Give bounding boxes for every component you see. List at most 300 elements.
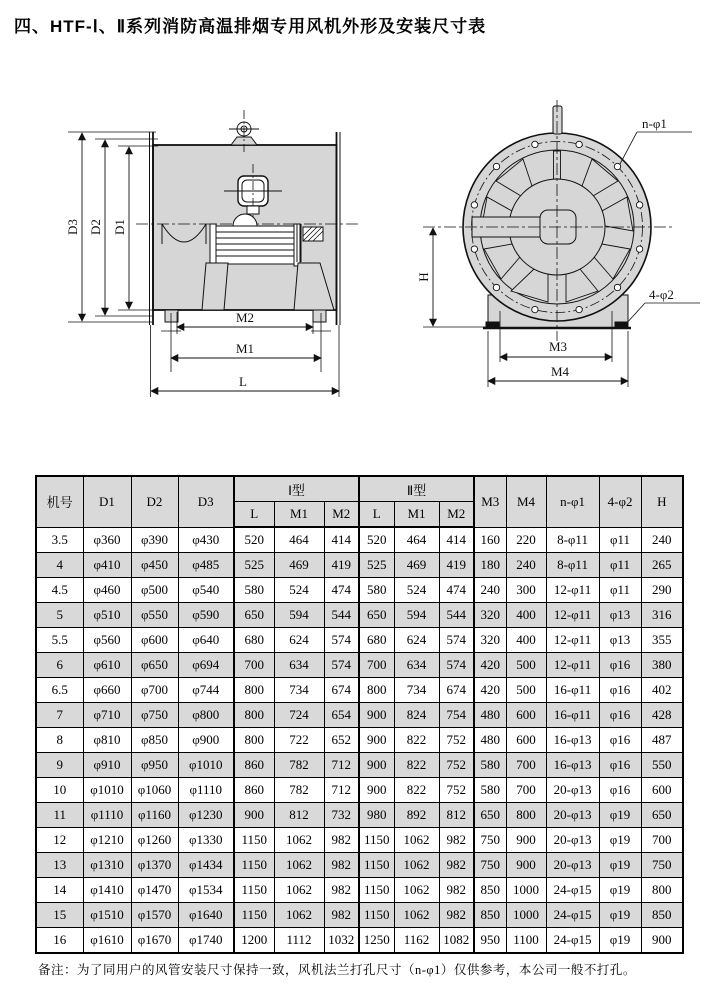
col-header-machine-no: 机号 (36, 476, 83, 527)
table-cell: 24-φ15 (546, 928, 599, 954)
col-header-m3: M3 (474, 476, 506, 527)
dimension-table (35, 475, 684, 954)
table-cell: 800 (234, 728, 274, 753)
table-cell: 700 (506, 778, 546, 803)
table-cell: 414 (439, 527, 474, 553)
table-cell: 1062 (394, 828, 439, 853)
table-cell: φ1060 (131, 778, 178, 803)
table-cell: 6 (36, 653, 83, 678)
table-cell: 12 (36, 828, 83, 853)
table-cell: 16 (36, 928, 83, 954)
table-row (36, 678, 683, 703)
table-cell: 8 (36, 728, 83, 753)
table-cell: 355 (641, 628, 683, 653)
table-cell: 800 (359, 678, 394, 703)
table-cell: 900 (506, 853, 546, 878)
table-cell: 900 (359, 728, 394, 753)
table-cell: φ13 (599, 603, 641, 628)
table-row (36, 628, 683, 653)
col-header-type2-l: L (359, 502, 394, 528)
table-row (36, 828, 683, 853)
table-cell: 750 (474, 828, 506, 853)
table-cell: φ610 (83, 653, 131, 678)
table-cell: φ1470 (131, 878, 178, 903)
table-cell: 1062 (394, 878, 439, 903)
table-cell: φ900 (178, 728, 234, 753)
table-cell: 1062 (274, 828, 324, 853)
table-cell: 1200 (234, 928, 274, 954)
table-cell: 800 (234, 678, 274, 703)
table-cell: 734 (274, 678, 324, 703)
table-cell: 782 (274, 778, 324, 803)
table-cell: 1000 (506, 878, 546, 903)
col-header-4-phi2: 4-φ2 (599, 476, 641, 527)
table-cell: 892 (394, 803, 439, 828)
table-cell: 1032 (324, 928, 359, 954)
table-cell: φ1640 (178, 903, 234, 928)
col-header-d1: D1 (83, 476, 131, 527)
table-cell: 20-φ13 (546, 803, 599, 828)
table-cell: 469 (274, 553, 324, 578)
dim-label-m3: M3 (548, 339, 568, 354)
table-cell: 1150 (234, 878, 274, 903)
table-cell: 1150 (359, 853, 394, 878)
table-cell: 1062 (274, 878, 324, 903)
table-cell: 574 (439, 628, 474, 653)
table-cell: 624 (274, 628, 324, 653)
table-cell: 220 (506, 527, 546, 553)
table-cell: 1250 (359, 928, 394, 954)
table-cell: 520 (234, 527, 274, 553)
table-cell: 754 (439, 703, 474, 728)
table-cell: 1062 (274, 903, 324, 928)
table-cell: φ16 (599, 778, 641, 803)
table-row (36, 803, 683, 828)
table-cell: 1150 (234, 903, 274, 928)
table-cell: 650 (359, 603, 394, 628)
table-cell: φ800 (178, 703, 234, 728)
table-cell: φ1160 (131, 803, 178, 828)
table-cell: φ660 (83, 678, 131, 703)
table-cell: φ1534 (178, 878, 234, 903)
table-cell: 525 (359, 553, 394, 578)
table-cell: 634 (394, 653, 439, 678)
table-cell: 674 (439, 678, 474, 703)
table-cell: 16-φ11 (546, 703, 599, 728)
footnote: 备注：为了同用户的风管安装尺寸保持一致，风机法兰打孔尺寸（n-φ1）仅供参考，本公司一般不打孔。 (38, 963, 636, 977)
table-cell: φ1110 (83, 803, 131, 828)
table-cell: 420 (474, 653, 506, 678)
table-cell: 1062 (394, 853, 439, 878)
table-cell: 12-φ11 (546, 653, 599, 678)
fan-side-view-drawing (40, 95, 400, 405)
table-cell: 580 (234, 578, 274, 603)
table-cell: 1000 (506, 903, 546, 928)
table-cell: 160 (474, 527, 506, 553)
dim-label-n-phi1: n-φ1 (642, 116, 667, 131)
table-cell: 12-φ11 (546, 578, 599, 603)
table-cell: φ390 (131, 527, 178, 553)
table-cell: 24-φ15 (546, 878, 599, 903)
dim-label-d3: D3 (65, 219, 80, 235)
table-cell: φ744 (178, 678, 234, 703)
table-cell: 782 (274, 753, 324, 778)
table-cell: φ450 (131, 553, 178, 578)
table-cell: 812 (439, 803, 474, 828)
table-cell: 900 (234, 803, 274, 828)
table-cell: 822 (394, 728, 439, 753)
table-cell: 900 (359, 753, 394, 778)
table-cell: 1112 (274, 928, 324, 954)
table-cell: φ850 (131, 728, 178, 753)
table-cell: φ510 (83, 603, 131, 628)
table-cell: 544 (324, 603, 359, 628)
table-cell: 5 (36, 603, 83, 628)
table-cell: 1150 (359, 878, 394, 903)
table-cell: 8-φ11 (546, 527, 599, 553)
table-cell: 800 (506, 803, 546, 828)
table-cell: 525 (234, 553, 274, 578)
table-cell: 850 (474, 878, 506, 903)
table-cell: φ1410 (83, 878, 131, 903)
table-cell: 574 (324, 653, 359, 678)
table-row (36, 578, 683, 603)
table-cell: 414 (324, 527, 359, 553)
col-group-type2: Ⅱ型 (359, 476, 474, 502)
table-cell: 824 (394, 703, 439, 728)
table-cell: 982 (439, 853, 474, 878)
table-cell: φ11 (599, 553, 641, 578)
table-cell: 712 (324, 753, 359, 778)
table-cell: φ700 (131, 678, 178, 703)
table-cell: 7 (36, 703, 83, 728)
table-cell: 752 (439, 753, 474, 778)
table-cell: φ19 (599, 878, 641, 903)
table-cell: φ1310 (83, 853, 131, 878)
table-cell: φ19 (599, 828, 641, 853)
table-cell: φ1010 (83, 778, 131, 803)
table-cell: φ810 (83, 728, 131, 753)
dim-label-l: L (239, 374, 247, 389)
table-cell: φ16 (599, 678, 641, 703)
table-cell: 474 (324, 578, 359, 603)
table-cell: 860 (234, 753, 274, 778)
table-cell: 750 (474, 853, 506, 878)
table-cell: 1082 (439, 928, 474, 954)
table-cell: 480 (474, 728, 506, 753)
col-header-d2: D2 (131, 476, 178, 527)
table-cell: 6.5 (36, 678, 83, 703)
table-cell: φ710 (83, 703, 131, 728)
table-cell: 980 (359, 803, 394, 828)
table-cell: 464 (394, 527, 439, 553)
table-cell: 290 (641, 578, 683, 603)
table-cell: 732 (324, 803, 359, 828)
table-cell: 600 (506, 728, 546, 753)
page-title: 四、HTF-Ⅰ、Ⅱ系列消防高温排烟专用风机外形及安装尺寸表 (14, 17, 487, 36)
table-cell: φ560 (83, 628, 131, 653)
table-cell: 419 (324, 553, 359, 578)
table-cell: 316 (641, 603, 683, 628)
table-cell: 1162 (394, 928, 439, 954)
top-tab (553, 106, 562, 134)
col-header-d3: D3 (178, 476, 234, 527)
table-cell: 800 (234, 703, 274, 728)
table-cell: 520 (359, 527, 394, 553)
table-cell: 982 (324, 828, 359, 853)
table-cell: 752 (439, 778, 474, 803)
table-cell: 5.5 (36, 628, 83, 653)
table-cell: φ410 (83, 553, 131, 578)
table-cell: φ1330 (178, 828, 234, 853)
table-cell: 3.5 (36, 527, 83, 553)
table-cell: φ16 (599, 703, 641, 728)
table-cell: 700 (234, 653, 274, 678)
dim-label-h: H (416, 272, 431, 282)
table-cell: φ1260 (131, 828, 178, 853)
table-cell: 524 (274, 578, 324, 603)
table-cell: 550 (641, 753, 683, 778)
table-cell: 850 (474, 903, 506, 928)
table-cell: φ650 (131, 653, 178, 678)
table-cell: 14 (36, 878, 83, 903)
table-cell: 400 (506, 628, 546, 653)
table-cell: 474 (439, 578, 474, 603)
col-header-type1-m2: M2 (324, 502, 359, 528)
table-cell: 20-φ13 (546, 778, 599, 803)
table-row (36, 527, 683, 553)
table-cell: 180 (474, 553, 506, 578)
table-cell: 500 (506, 653, 546, 678)
table-cell: 419 (439, 553, 474, 578)
table-cell: 600 (641, 778, 683, 803)
mounting-foot (165, 310, 178, 322)
table-cell: 15 (36, 903, 83, 928)
table-cell: 900 (359, 703, 394, 728)
table-cell: 594 (274, 603, 324, 628)
table-cell: 487 (641, 728, 683, 753)
table-cell: 594 (394, 603, 439, 628)
table-cell: 800 (641, 878, 683, 903)
table-cell: 982 (439, 903, 474, 928)
table-cell: φ600 (131, 628, 178, 653)
table-cell: 320 (474, 603, 506, 628)
table-cell: 680 (234, 628, 274, 653)
table-cell: 320 (474, 628, 506, 653)
col-header-m4: M4 (506, 476, 546, 527)
table-cell: 500 (506, 678, 546, 703)
table-cell: 480 (474, 703, 506, 728)
table-cell: 700 (359, 653, 394, 678)
table-cell: φ1230 (178, 803, 234, 828)
table-cell: 464 (274, 527, 324, 553)
table-cell: 600 (506, 703, 546, 728)
dim-label-4-phi2: 4-φ2 (649, 287, 674, 302)
table-cell: φ640 (178, 628, 234, 653)
table-cell: 982 (324, 903, 359, 928)
table-cell: φ1510 (83, 903, 131, 928)
table-cell: 380 (641, 653, 683, 678)
table-cell: 544 (439, 603, 474, 628)
table-cell: φ11 (599, 527, 641, 553)
table-cell: φ16 (599, 728, 641, 753)
table-cell: 20-φ13 (546, 853, 599, 878)
table-row (36, 753, 683, 778)
table-cell: 674 (324, 678, 359, 703)
table-cell: 428 (641, 703, 683, 728)
mounting-foot (313, 310, 326, 322)
table-cell: 680 (359, 628, 394, 653)
table-cell: 20-φ13 (546, 828, 599, 853)
table-cell: 574 (439, 653, 474, 678)
table-cell: φ694 (178, 653, 234, 678)
table-cell: 982 (439, 878, 474, 903)
table-cell: 900 (359, 778, 394, 803)
table-cell: 400 (506, 603, 546, 628)
table-cell: 4.5 (36, 578, 83, 603)
table-cell: 900 (641, 928, 683, 954)
table-row (36, 603, 683, 628)
table-cell: φ1740 (178, 928, 234, 954)
table-cell: 1150 (234, 853, 274, 878)
table-cell: φ13 (599, 628, 641, 653)
table-cell: 580 (474, 778, 506, 803)
table-cell: φ590 (178, 603, 234, 628)
table-cell: φ1110 (178, 778, 234, 803)
table-row (36, 653, 683, 678)
dim-label-d1: D1 (112, 219, 127, 235)
table-cell: 650 (474, 803, 506, 828)
table-cell: φ485 (178, 553, 234, 578)
table-cell: φ16 (599, 753, 641, 778)
table-cell: 580 (359, 578, 394, 603)
table-cell: 402 (641, 678, 683, 703)
table-cell: 860 (234, 778, 274, 803)
table-cell: 1150 (359, 903, 394, 928)
table-cell: 650 (234, 603, 274, 628)
table-cell: φ550 (131, 603, 178, 628)
table-cell: φ540 (178, 578, 234, 603)
table-cell: 822 (394, 778, 439, 803)
col-header-n-phi1: n-φ1 (546, 476, 599, 527)
table-cell: φ360 (83, 527, 131, 553)
table-cell: φ1010 (178, 753, 234, 778)
table-row (36, 928, 683, 954)
table-cell: 240 (474, 578, 506, 603)
table-cell: 16-φ13 (546, 728, 599, 753)
dim-label-m1: M1 (235, 341, 255, 356)
table-cell: 652 (324, 728, 359, 753)
table-cell: φ1434 (178, 853, 234, 878)
table-cell: 13 (36, 853, 83, 878)
table-cell: φ1370 (131, 853, 178, 878)
table-row (36, 703, 683, 728)
table-cell: 850 (641, 903, 683, 928)
table-cell: 1150 (234, 828, 274, 853)
table-cell: 24-φ15 (546, 903, 599, 928)
table-cell: φ19 (599, 853, 641, 878)
table-cell: 4 (36, 553, 83, 578)
table-cell: φ950 (131, 753, 178, 778)
table-cell: 650 (641, 803, 683, 828)
table-cell: 265 (641, 553, 683, 578)
table-cell: 16-φ11 (546, 678, 599, 703)
table-cell: 950 (474, 928, 506, 954)
table-row (36, 903, 683, 928)
table-cell: φ910 (83, 753, 131, 778)
table-cell: 734 (394, 678, 439, 703)
table-cell: 900 (506, 828, 546, 853)
col-header-type2-m1: M1 (394, 502, 439, 528)
table-cell: 812 (274, 803, 324, 828)
table-cell: 1062 (274, 853, 324, 878)
table-cell: φ19 (599, 928, 641, 954)
table-cell: 700 (506, 753, 546, 778)
col-header-h: H (641, 476, 683, 527)
table-cell: 300 (506, 578, 546, 603)
table-cell: 240 (641, 527, 683, 553)
table-cell: 1150 (359, 828, 394, 853)
motor-support (202, 263, 228, 310)
col-header-type1-m1: M1 (274, 502, 324, 528)
table-cell: 8-φ11 (546, 553, 599, 578)
col-group-type1: Ⅰ型 (234, 476, 359, 502)
table-cell: φ430 (178, 527, 234, 553)
table-cell: φ16 (599, 653, 641, 678)
table-cell: 750 (641, 853, 683, 878)
table-cell: 722 (274, 728, 324, 753)
table-cell: 700 (641, 828, 683, 853)
table-cell: 724 (274, 703, 324, 728)
table-cell: 11 (36, 803, 83, 828)
table-cell: 654 (324, 703, 359, 728)
table-cell: φ1210 (83, 828, 131, 853)
table-cell: 16-φ13 (546, 753, 599, 778)
table-cell: 9 (36, 753, 83, 778)
table-cell: 240 (506, 553, 546, 578)
table-cell: φ1670 (131, 928, 178, 954)
table-cell: φ1570 (131, 903, 178, 928)
table-cell: φ460 (83, 578, 131, 603)
table-cell: 524 (394, 578, 439, 603)
table-cell: 12-φ11 (546, 603, 599, 628)
table-cell: 624 (394, 628, 439, 653)
table-body (36, 527, 683, 953)
table-cell: 982 (324, 853, 359, 878)
dim-label-d2: D2 (88, 219, 103, 235)
table-cell: φ19 (599, 803, 641, 828)
table-cell: 982 (324, 878, 359, 903)
table-row (36, 728, 683, 753)
table-row (36, 853, 683, 878)
table-cell: 634 (274, 653, 324, 678)
table-cell: 10 (36, 778, 83, 803)
dim-label-m4: M4 (550, 364, 570, 379)
table-cell: 12-φ11 (546, 628, 599, 653)
table-cell: 574 (324, 628, 359, 653)
table-cell: 420 (474, 678, 506, 703)
table-row (36, 553, 683, 578)
table-cell: φ11 (599, 578, 641, 603)
table-cell: 580 (474, 753, 506, 778)
table-cell: φ1610 (83, 928, 131, 954)
dim-label-m2: M2 (235, 310, 255, 325)
fan-front-view-drawing (415, 95, 718, 405)
table-cell: φ750 (131, 703, 178, 728)
table-cell: 712 (324, 778, 359, 803)
table-cell: 822 (394, 753, 439, 778)
table-cell: 752 (439, 728, 474, 753)
